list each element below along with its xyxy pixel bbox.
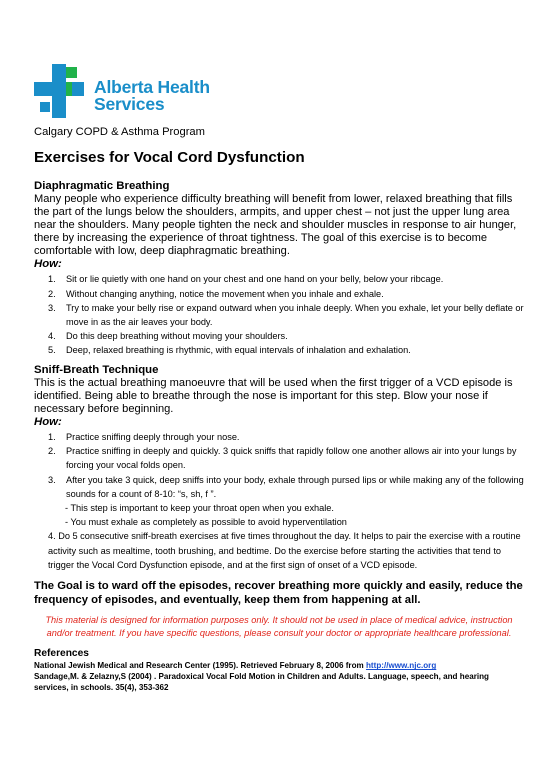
program-name: Calgary COPD & Asthma Program — [34, 126, 205, 138]
ahs-cross-icon — [34, 64, 88, 118]
logo-line-1: Alberta Health — [94, 77, 210, 97]
sub-note: - You must exhale as completely as possible to avoid hyperventilation — [65, 517, 347, 528]
section-heading-diaphragmatic: Diaphragmatic Breathing — [34, 180, 170, 192]
section-heading-sniff-breath: Sniff-Breath Technique — [34, 363, 159, 376]
list-item-step-4: 4. Do 5 consecutive sniff-breath exercises at five times throughout the day. It helps to pair the exercise with a routine activity such as mealtime, tooth brushing, and bedtime. Do the exercise before starting the activities that tend to trigger the Vocal Cord Dysfunction episode, and at the first sign of onset of a VCD episode. — [48, 531, 521, 570]
logo-line-2: Services — [94, 94, 165, 114]
list-item: 5. Deep, relaxed breathing is rhythmic, with equal intervals of inhalation and exhalation. — [48, 345, 411, 356]
list-item: 2. Practice sniffing in deeply and quickly. 3 quick sniffs that rapidly follow one another allows air into your lungs by forcing your vocal folds open. — [48, 446, 517, 471]
reference-1-link[interactable]: http://www.njc.org — [365, 661, 437, 671]
sniff-breath-steps-list — [34, 430, 524, 501]
diaphragmatic-steps-list — [34, 272, 524, 357]
list-item: 1. Practice sniffing deeply through your nose. — [48, 431, 240, 442]
section-intro-sniff-breath: This is the actual breathing manoeuvre that will be used when the first trigger of a VCD episode is identified. Being able to breathe through the nose is important for this step. Blow your nose if necessary before beginning. — [34, 376, 513, 415]
alberta-health-services-logo — [34, 64, 214, 120]
list-item: 3. After you take 3 quick, deep sniffs into your body, exhale through pursed lips or while making any of the following sounds for a count of 8-10: “s, sh, f ”. — [48, 474, 524, 499]
list-item: 2. Without changing anything, notice the movement when you inhale and exhale. — [48, 288, 384, 299]
list-item: 4. Do this deep breathing without moving your shoulders. — [48, 331, 288, 342]
reference-1 — [34, 660, 524, 671]
disclaimer: This material is designed for information purposes only. It should not be used in place of medical advice, instruction and/or treatment. If you have specific questions, please consult your doctor or appropriate healthcare professional. — [45, 615, 513, 639]
list-item: 1. Sit or lie quietly with one hand on your chest and one hand on your belly, below your ribcage. — [48, 274, 444, 285]
main-content — [34, 180, 524, 693]
references-heading: References — [34, 648, 89, 660]
goal-statement: The Goal is to ward off the episodes, recover breathing more quickly and easily, reduce the frequency of episodes, and eventually, keep them from happening at all. — [34, 580, 523, 607]
sub-note: - This step is important to keep your throat open when you exhale. — [65, 502, 334, 513]
how-label: How: — [34, 415, 62, 428]
reference-1-text: National Jewish Medical and Research Center (1995). Retrieved February 8, 2006 from — [34, 661, 366, 671]
how-label: How: — [34, 258, 62, 271]
list-item: 3. Try to make your belly rise or expand outward when you inhale deeply. When you exhale, let your belly deflate or move in as the air leaves your body. — [48, 302, 524, 328]
section-intro-diaphragmatic: Many people who experience difficulty breathing will benefit from lower, relaxed breathing that fills the part of the lungs below the shoulders, armpits, and upper chest – not just the upper lung area near the shoulders. Many people tighten the neck and shoulder muscles in response to air hunger, there by increasing the experience of throat tightness. The goal of this exercise is to become comfortable with low, deep diaphragmatic breathing. — [34, 193, 517, 258]
page-title: Exercises for Vocal Cord Dysfunction — [34, 149, 305, 166]
reference-2: Sandage,M. & Zelazny,S (2004) . Paradoxical Vocal Fold Motion in Children and Adults. Language, speech, and hearing services, in schools. 35(4), 353-362 — [34, 672, 489, 693]
